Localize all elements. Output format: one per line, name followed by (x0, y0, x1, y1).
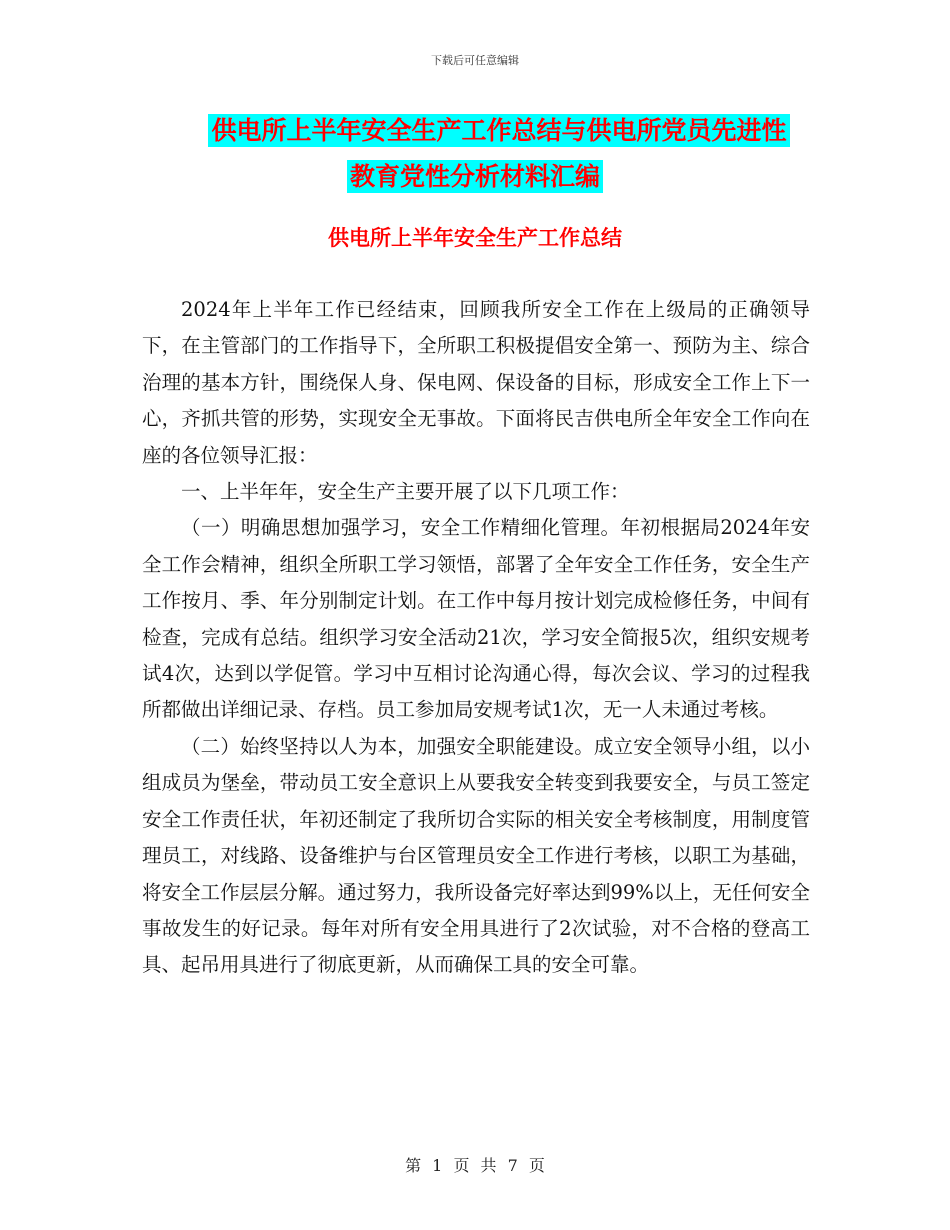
title-line-1: 供电所上半年安全生产工作总结与供电所党员先进性 (208, 114, 789, 147)
body-text (142, 292, 810, 984)
paragraph: 2024年上半年工作已经结束，回顾我所安全工作在上级局的正确领导下，在主管部门的工作指导下，全所职工积极提倡安全第一、预防为主、综合治理的基本方针，围绕保人身、保电网、保设备的目标，形成安全工作上下一心，齐抓共管的形势，实现安全无事故。下面将民吉供电所全年安全工作向在座的各位领导汇报： (142, 298, 810, 467)
header-note: 下载后可任意编辑 (431, 54, 519, 67)
paragraph: 一、上半年年，安全生产主要开展了以下几项工作： (181, 480, 630, 504)
paragraph: （一）明确思想加强学习，安全工作精细化管理。年初根据局2024年安全工作会精神，组织全所职工学习领悟，部署了全年安全工作任务，安全生产工作按月、季、年分别制定计划。在工作中每月按计划完成检修任务，中间有检查，完成有总结。组织学习安全活动21次，学习安全简报5次，组织安规考试4次，达到以学促管。学习中互相讨论沟通心得，每次会议、学习的过程我所都做出详细记录、存档。员工参加局安规考试1次，无一人未通过考核。 (142, 516, 810, 722)
paragraph: （二）始终坚持以人为本，加强安全职能建设。成立安全领导小组，以小组成员为堡垒，带动员工安全意识上从要我安全转变到我要安全，与员工签定安全工作责任状，年初还制定了我所切合实际的相关安全考核制度，用制度管理员工，对线路、设备维护与台区管理员安全工作进行考核，以职工为基础，将安全工作层层分解。通过努力，我所设备完好率达到99%以上，无任何安全事故发生的好记录。每年对所有安全用具进行了2次试验，对不合格的登高工具、起吊用具进行了彻底更新，从而确保工具的安全可靠。 (142, 734, 810, 977)
document-title (0, 108, 950, 200)
page-footer: 第 1 页 共 7 页 (405, 1156, 545, 1175)
title-line-2: 教育党性分析材料汇编 (347, 160, 603, 193)
section-title: 供电所上半年安全生产工作总结 (328, 225, 622, 250)
